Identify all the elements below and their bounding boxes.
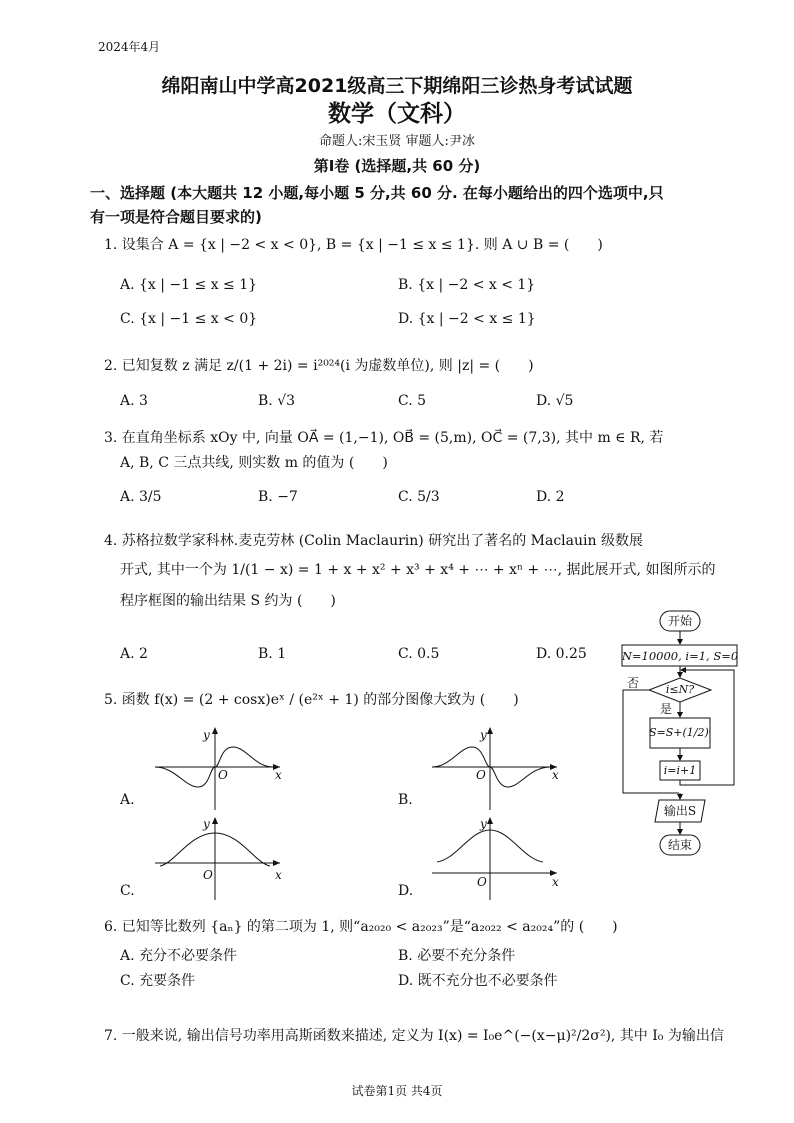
q2-option-c: C. 5 — [398, 393, 427, 409]
graph-b-y-label: y — [480, 728, 487, 742]
q3-stem-cont: A, B, C 三点共线, 则实数 m 的值为 ( ) — [120, 455, 388, 471]
q2-option-d: D. √5 — [536, 393, 574, 409]
q1-stem: 1. 设集合 A = {x | −2 < x < 0}, B = {x | −1 ≤ x ≤ 1}. 则 A ∪ B = ( ) — [104, 237, 603, 253]
graph-a-y-label: y — [203, 728, 210, 742]
graph-c-x-label: x — [275, 868, 282, 882]
q3-option-d: D. 2 — [536, 489, 565, 505]
graph-d-origin: O — [477, 875, 487, 889]
graph-a-x-label: x — [275, 768, 282, 782]
q1-option-a: A. {x | −1 ≤ x ≤ 1} — [120, 277, 258, 293]
q4-stem: 4. 苏格拉数学家科林.麦克劳林 (Colin Maclaurin) 研究出了著名的 Maclauin 级数展 — [104, 533, 643, 549]
q6-option-a: A. 充分不必要条件 — [120, 948, 238, 964]
q4-stem-cont2: 程序框图的输出结果 S 约为 ( ) — [120, 593, 336, 609]
graph-d-x-label: x — [552, 875, 559, 889]
graph-a-origin: O — [218, 768, 228, 782]
flow-output: 输出S — [663, 804, 697, 818]
q4-option-a: A. 2 — [120, 646, 148, 662]
flow-condition: i≤N? — [665, 683, 695, 696]
flow-init: N=10000, i=1, S=0 — [621, 649, 739, 663]
graph-d-y-label: y — [480, 817, 487, 831]
q4-option-c: C. 0.5 — [398, 646, 440, 662]
section-heading: 一、选择题 (本大题共 12 小题,每小题 5 分,共 60 分. 在每小题给出的四个选项中,只 — [90, 184, 664, 202]
q5-option-c: C. — [120, 883, 135, 899]
flow-no-label: 否 — [626, 676, 640, 690]
q5-option-a: A. — [120, 792, 135, 808]
authors: 命题人:宋玉贤 审题人:尹冰 — [319, 134, 475, 149]
flow-start: 开始 — [667, 614, 693, 628]
graph-b-x-label: x — [552, 768, 559, 782]
page-footer: 试卷第1页 共4页 — [351, 1084, 443, 1098]
q3-option-b: B. −7 — [258, 489, 298, 505]
graph-c — [155, 815, 285, 905]
q6-option-d: D. 既不充分也不必要条件 — [398, 973, 558, 989]
q5-option-b: B. — [398, 792, 413, 808]
q6-option-c: C. 充要条件 — [120, 973, 196, 989]
graph-d — [432, 815, 562, 905]
q1-option-d: D. {x | −2 < x ≤ 1} — [398, 311, 536, 327]
flow-update: S=S+(1/2)ⁱ — [648, 726, 712, 739]
exam-title: 绵阳南山中学高2021级高三下期绵阳三诊热身考试试题 — [161, 75, 633, 97]
q3-option-c: C. 5/3 — [398, 489, 440, 505]
section-heading-cont: 有一项是符合题目要求的) — [90, 208, 262, 226]
q5-option-d: D. — [398, 883, 414, 899]
flow-yes-label: 是 — [659, 702, 673, 716]
q3-option-a: A. 3/5 — [120, 489, 162, 505]
q7-stem: 7. 一般来说, 输出信号功率用高斯函数来描述, 定义为 I(x) = I₀e^(−(x−μ)²/2σ²), 其中 I₀ 为输出信 — [104, 1028, 724, 1044]
flow-increment: i=i+1 — [663, 764, 697, 777]
graph-c-y-label: y — [203, 817, 210, 831]
q6-stem: 6. 已知等比数列 {aₙ} 的第二项为 1, 则“a₂₀₂₀ < a₂₀₂₃”是“a₂₀₂₂ < a₂₀₂₄”的 ( ) — [104, 919, 618, 935]
q4-stem-cont: 开式, 其中一个为 1/(1 − x) = 1 + x + x² + x³ + x⁴ + ⋯ + xⁿ + ⋯, 据此展开式, 如图所示的 — [120, 562, 716, 578]
q2-option-a: A. 3 — [120, 393, 148, 409]
q6-option-b: B. 必要不充分条件 — [398, 948, 516, 964]
graph-b-origin: O — [476, 768, 486, 782]
date: 2024年4月 — [98, 40, 161, 54]
q5-stem: 5. 函数 f(x) = (2 + cosx)eˣ / (e²ˣ + 1) 的部分图像大致为 ( ) — [104, 692, 519, 708]
q1-option-b: B. {x | −2 < x < 1} — [398, 277, 536, 293]
graph-b — [432, 725, 562, 815]
q2-stem: 2. 已知复数 z 满足 z/(1 + 2i) = i²⁰²⁴(i 为虚数单位), 则 |z| = ( ) — [104, 358, 534, 374]
q2-option-b: B. √3 — [258, 393, 296, 409]
q4-option-d: D. 0.25 — [536, 646, 587, 662]
q4-option-b: B. 1 — [258, 646, 287, 662]
graph-c-origin: O — [203, 868, 213, 882]
subject-title: 数学（文科） — [328, 101, 466, 127]
volume-heading: 第Ⅰ卷 (选择题,共 60 分) — [313, 157, 481, 175]
flow-end: 结束 — [667, 838, 693, 852]
q1-option-c: C. {x | −1 ≤ x < 0} — [120, 311, 258, 327]
q3-stem: 3. 在直角坐标系 xOy 中, 向量 OA⃗ = (1,−1), OB⃗ = (5,m), OC⃗ = (7,3), 其中 m ∈ R, 若 — [104, 430, 664, 446]
